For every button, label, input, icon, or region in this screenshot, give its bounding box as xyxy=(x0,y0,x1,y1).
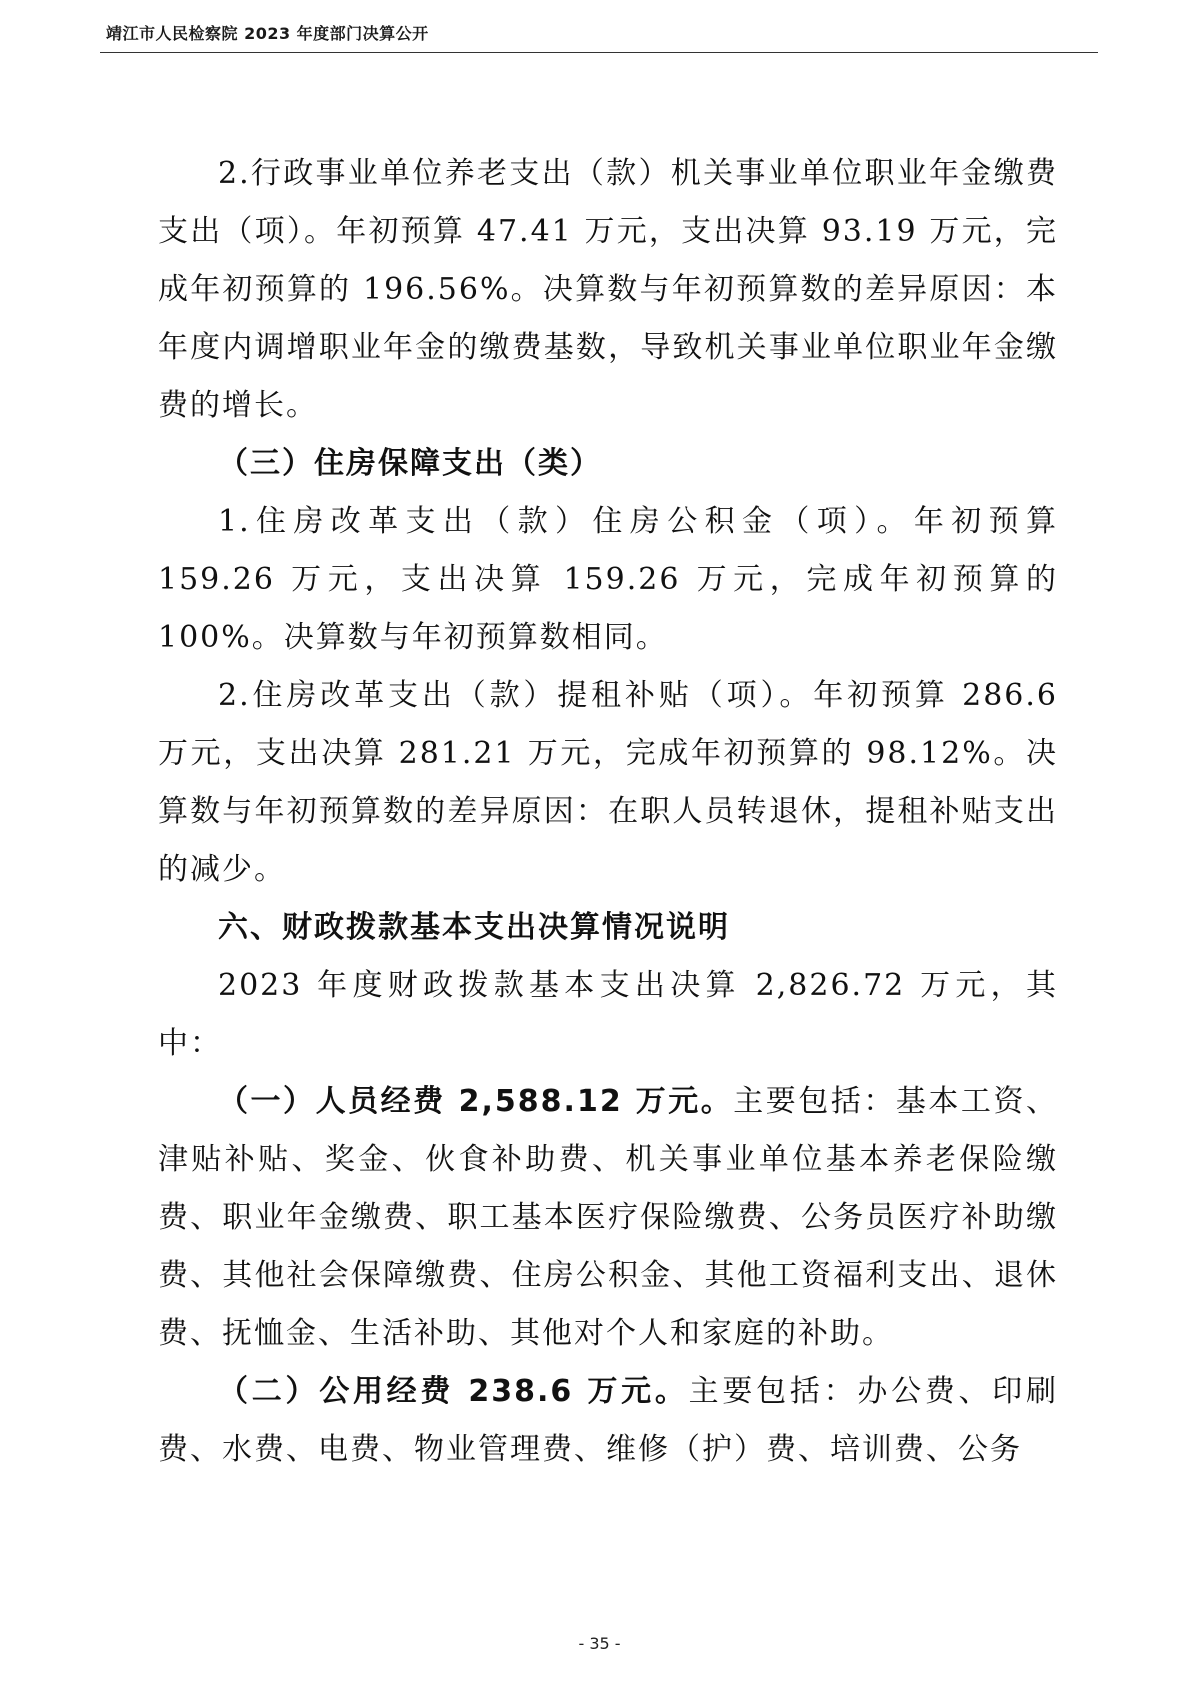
page-header xyxy=(100,24,1098,53)
document-body xyxy=(158,145,1058,1479)
header-title: 靖江市人民检察院 2023 年度部门决算公开 xyxy=(106,24,429,43)
personnel-funds-lead: （一）人员经费 2,588.12 万元。 xyxy=(218,1084,734,1119)
paragraph-personnel-funds xyxy=(158,1073,1058,1363)
page-number: - 35 - xyxy=(578,1634,621,1653)
section-heading-housing: （三）住房保障支出（类） xyxy=(218,446,602,481)
personnel-funds-detail: 主要包括：基本工资、津贴补贴、奖金、伙食补助费、机关事业单位基本养老保险缴费、职业年金缴费、职工基本医疗保险缴费、公务员医疗补助缴费、其他社会保障缴费、住房公积金、其他工资福利支出、退休费、抚恤金、生活补助、其他对个人和家庭的补助。 xyxy=(158,1084,1058,1351)
public-funds-detail: 主要包括：办公费、印刷费、水费、电费、物业管理费、维修（护）费、培训费、公务 xyxy=(158,1374,1059,1467)
paragraph-public-funds xyxy=(158,1363,1058,1479)
public-funds-lead: （二）公用经费 238.6 万元。 xyxy=(218,1374,689,1409)
paragraph-housing-fund: 1.住房改革支出（款）住房公积金（项）。年初预算 159.26 万元，支出决算 159.26 万元，完成年初预算的 100%。决算数与年初预算数相同。 xyxy=(158,504,1058,655)
section-heading-basic-expenditure: 六、财政拨款基本支出决算情况说明 xyxy=(218,910,730,945)
paragraph-pension-expenditure: 2.行政事业单位养老支出（款）机关事业单位职业年金缴费支出（项）。年初预算 47.41 万元，支出决算 93.19 万元，完成年初预算的 196.56%。决算数与年初预算数的差异原因：本年度内调增职业年金的缴费基数，导致机关事业单位职业年金缴费的增长。 xyxy=(158,156,1058,423)
paragraph-basic-expenditure-total: 2023 年度财政拨款基本支出决算 2,826.72 万元，其中： xyxy=(158,968,1058,1061)
paragraph-rent-subsidy: 2.住房改革支出（款）提租补贴（项）。年初预算 286.6 万元，支出决算 281.21 万元，完成年初预算的 98.12%。决算数与年初预算数的差异原因：在职人员转退休，提租补贴支出的减少。 xyxy=(158,678,1058,887)
